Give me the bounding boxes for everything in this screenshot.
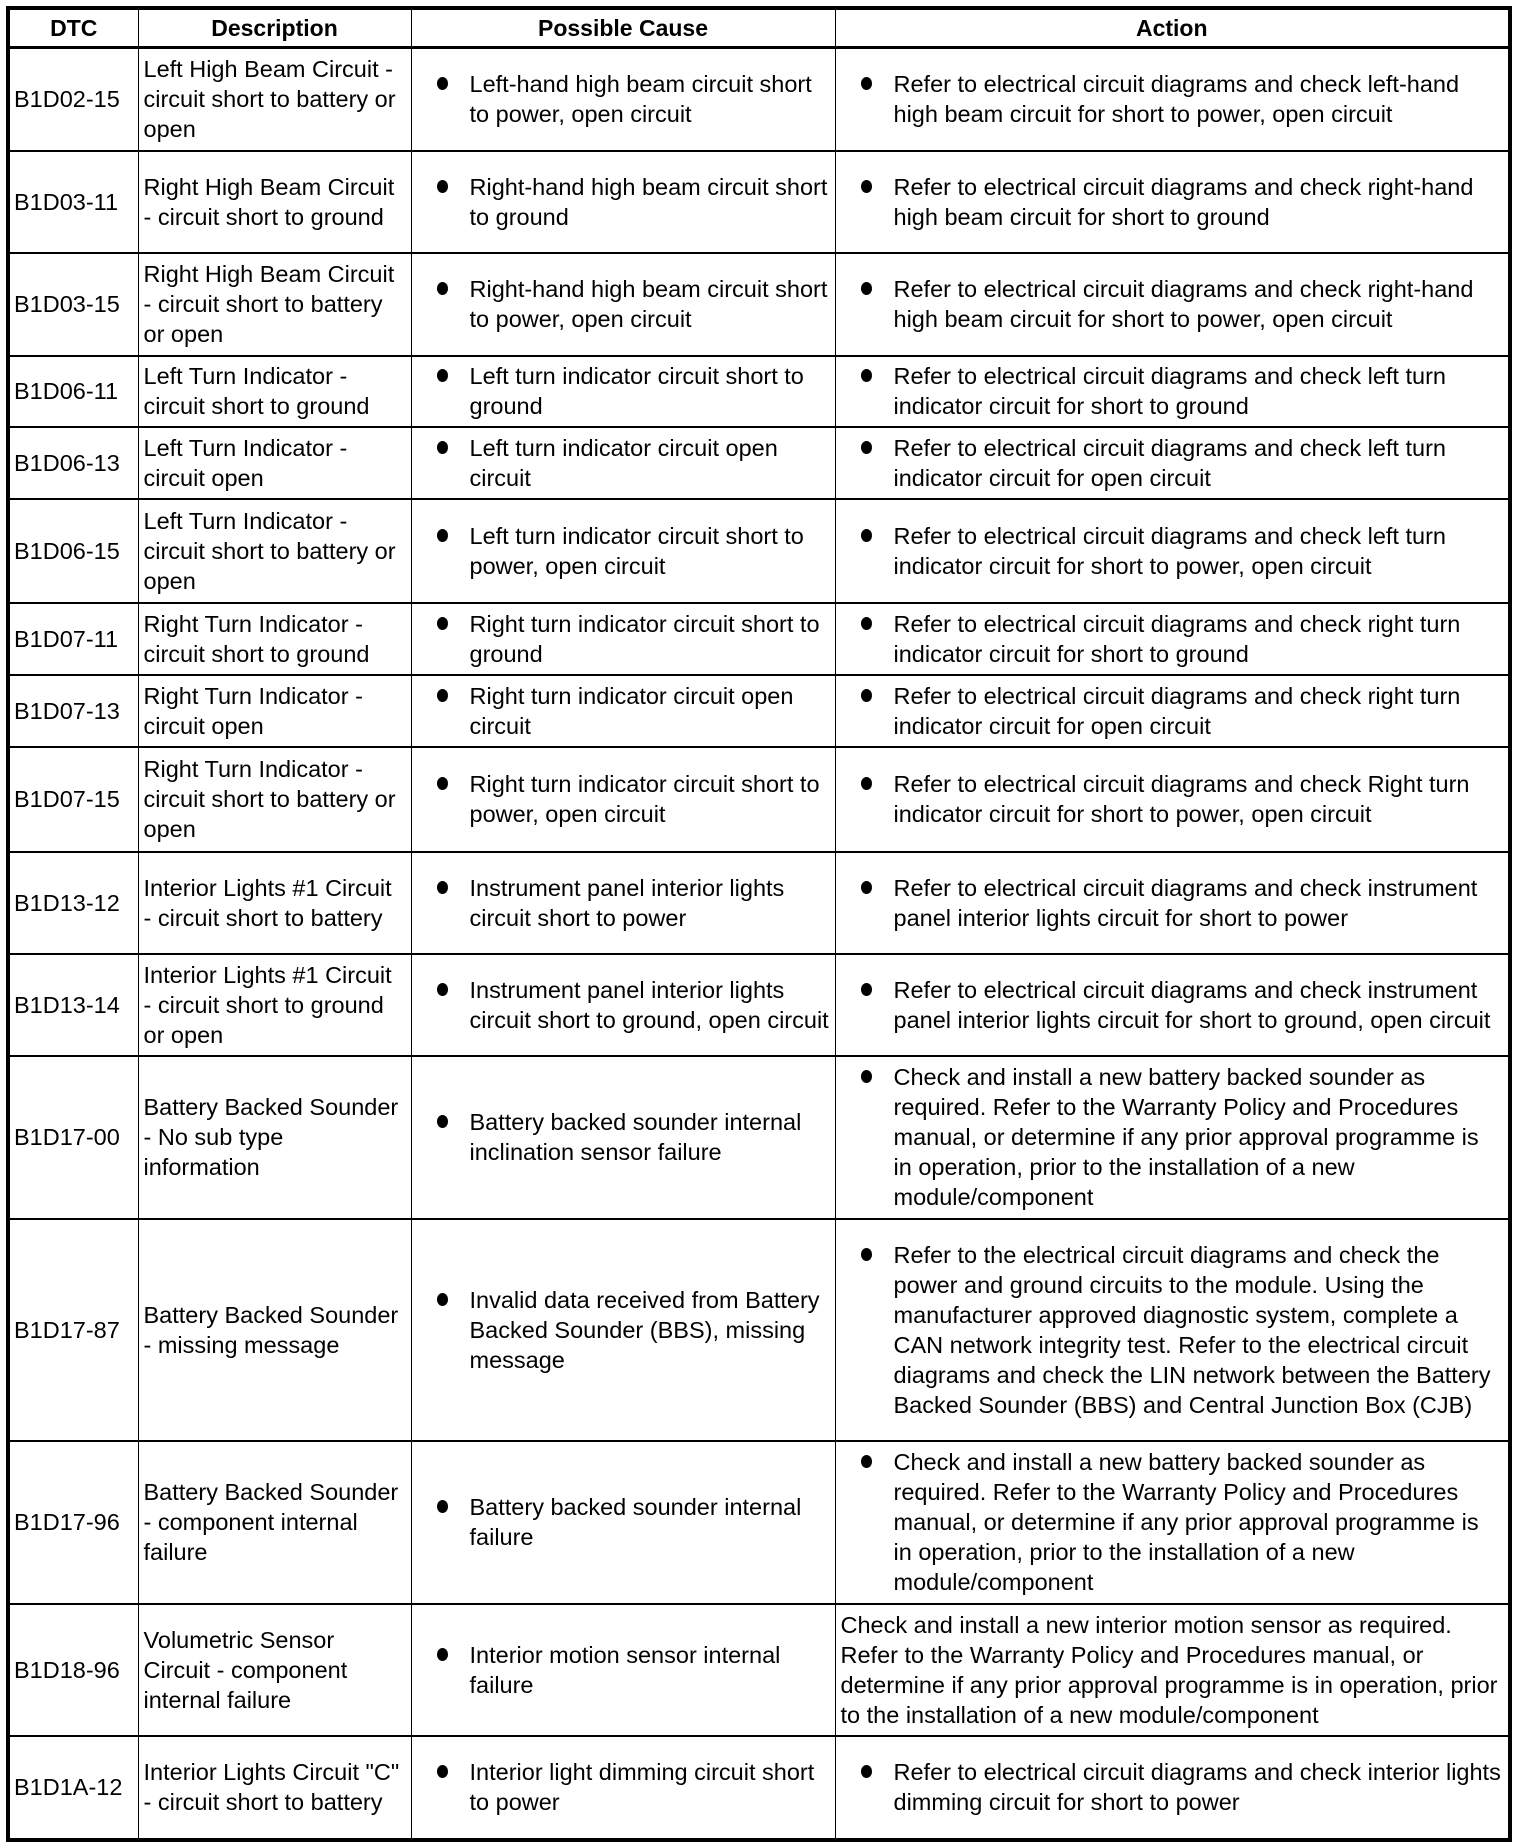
cause-cell (411, 151, 835, 253)
dtc-code: B1D06-13 (8, 427, 138, 499)
dtc-code: B1D17-00 (8, 1056, 138, 1219)
header-action: Action (835, 8, 1510, 48)
dtc-table (6, 6, 1512, 1842)
action-cell (835, 1219, 1510, 1441)
action-text: Refer to electrical circuit diagrams and check left turn indicator circuit for open circuit (893, 434, 1446, 491)
cause-list-item (417, 521, 830, 581)
description-cell: Right High Beam Circuit - circuit short to ground (138, 151, 411, 253)
cause-list-item (417, 1107, 830, 1167)
action-list-item (841, 274, 1504, 334)
action-text: Refer to electrical circuit diagrams and check instrument panel interior lights circuit for short to ground, open circuit (893, 976, 1491, 1033)
cause-cell (411, 1219, 835, 1441)
dtc-code: B1D06-15 (8, 499, 138, 603)
cause-cell (411, 675, 835, 747)
bullet-icon (437, 983, 448, 996)
action-list-item (841, 361, 1504, 421)
table-header-row (8, 8, 1510, 48)
action-list-item (841, 609, 1504, 669)
action-cell (835, 427, 1510, 499)
action-text: Check and install a new battery backed sounder as required. Refer to the Warranty Policy and Procedures manual, or determine if any prior approval programme is in operation, prior to the installation of a new module/component (893, 1449, 1479, 1595)
action-text: Check and install a new battery backed sounder as required. Refer to the Warranty Policy and Procedures manual, or determine if any prior approval programme is in operation, prior to the installation of a new module/component (893, 1064, 1479, 1210)
table-row (8, 1441, 1510, 1604)
table-row (8, 675, 1510, 747)
cause-text: Battery backed sounder internal failure (469, 1494, 802, 1550)
description-cell: Left Turn Indicator - circuit short to battery or open (138, 499, 411, 603)
action-cell (835, 1604, 1510, 1736)
cause-cell (411, 852, 835, 954)
dtc-code: B1D06-11 (8, 356, 138, 427)
table-row (8, 427, 1510, 499)
cause-list-item (417, 433, 830, 493)
action-cell (835, 151, 1510, 253)
description-cell: Battery Backed Sounder - missing message (138, 1219, 411, 1441)
bullet-icon (437, 1500, 448, 1513)
action-text: Refer to electrical circuit diagrams and check right turn indicator circuit for short to ground (893, 610, 1461, 667)
action-cell (835, 48, 1510, 151)
table-row (8, 852, 1510, 954)
action-text: Refer to electrical circuit diagrams and check right-hand high beam circuit for short to power, open circuit (893, 276, 1474, 332)
dtc-code: B1D03-11 (8, 151, 138, 253)
table-row (8, 356, 1510, 427)
bullet-icon (437, 881, 448, 894)
action-cell (835, 603, 1510, 675)
cause-cell (411, 48, 835, 151)
cause-cell (411, 747, 835, 852)
cause-text: Interior light dimming circuit short to power (469, 1759, 815, 1815)
description-cell: Right Turn Indicator - circuit open (138, 675, 411, 747)
description-cell: Interior Lights Circuit "C" - circuit short to battery (138, 1736, 411, 1840)
action-list-item (841, 521, 1504, 581)
description-cell: Right High Beam Circuit - circuit short to battery or open (138, 253, 411, 356)
cause-cell (411, 1441, 835, 1604)
cause-list-item (417, 1640, 830, 1700)
action-cell (835, 253, 1510, 356)
table-row (8, 48, 1510, 151)
action-cell (835, 1441, 1510, 1604)
cause-list-item (417, 1492, 830, 1552)
table-row (8, 253, 1510, 356)
action-text: Refer to electrical circuit diagrams and check left-hand high beam circuit for short to power, open circuit (893, 71, 1460, 128)
table-body (8, 48, 1510, 1840)
dtc-code: B1D07-15 (8, 747, 138, 852)
action-list-item (841, 1610, 1504, 1730)
dtc-code: B1D18-96 (8, 1604, 138, 1736)
bullet-icon (437, 77, 448, 90)
action-text: Refer to electrical circuit diagrams and check interior lights dimming circuit for short to power (893, 1759, 1501, 1815)
action-text: Check and install a new interior motion sensor as required. Refer to the Warranty Policy and Procedures manual, or determine if any prior approval programme is in operation, prior to the installation of a new module/component (840, 1611, 1498, 1728)
cause-cell (411, 1604, 835, 1736)
action-list-item (841, 1240, 1504, 1420)
bullet-icon (861, 881, 872, 894)
bullet-icon (437, 1293, 448, 1306)
cause-cell (411, 603, 835, 675)
cause-list-item (417, 1285, 830, 1375)
description-cell: Right Turn Indicator - circuit short to ground (138, 603, 411, 675)
action-list-item (841, 975, 1504, 1035)
action-list-item (841, 1062, 1504, 1212)
cause-text: Left-hand high beam circuit short to power, open circuit (469, 71, 812, 128)
bullet-icon (437, 529, 448, 542)
cause-list-item (417, 172, 830, 232)
table-row (8, 1056, 1510, 1219)
bullet-icon (437, 689, 448, 702)
description-cell: Interior Lights #1 Circuit - circuit short to ground or open (138, 954, 411, 1056)
action-cell (835, 852, 1510, 954)
cause-cell (411, 499, 835, 603)
cause-cell (411, 1736, 835, 1840)
bullet-icon (437, 369, 448, 382)
bullet-icon (437, 617, 448, 630)
description-cell: Left High Beam Circuit - circuit short to battery or open (138, 48, 411, 151)
cause-cell (411, 356, 835, 427)
cause-cell (411, 1056, 835, 1219)
dtc-code: B1D02-15 (8, 48, 138, 151)
dtc-code: B1D07-13 (8, 675, 138, 747)
action-cell (835, 675, 1510, 747)
action-text: Refer to electrical circuit diagrams and check Right turn indicator circuit for short to power, open circuit (893, 771, 1470, 827)
description-cell: Volumetric Sensor Circuit - component internal failure (138, 1604, 411, 1736)
cause-text: Left turn indicator circuit short to ground (469, 363, 804, 419)
table-row (8, 1219, 1510, 1441)
cause-text: Interior motion sensor internal failure (469, 1641, 781, 1698)
bullet-icon (861, 369, 872, 382)
bullet-icon (861, 529, 872, 542)
bullet-icon (437, 1648, 448, 1661)
dtc-code: B1D03-15 (8, 253, 138, 356)
cause-list-item (417, 1757, 830, 1817)
description-cell: Battery Backed Sounder - No sub type information (138, 1056, 411, 1219)
cause-text: Right-hand high beam circuit short to power, open circuit (469, 276, 828, 332)
bullet-icon (861, 689, 872, 702)
dtc-code: B1D17-87 (8, 1219, 138, 1441)
description-cell: Interior Lights #1 Circuit - circuit short to battery (138, 852, 411, 954)
description-cell: Left Turn Indicator - circuit short to ground (138, 356, 411, 427)
header-description: Description (138, 8, 411, 48)
action-cell (835, 499, 1510, 603)
table-row (8, 747, 1510, 852)
cause-text: Instrument panel interior lights circuit short to ground, open circuit (469, 976, 829, 1033)
table-row (8, 603, 1510, 675)
action-text: Refer to electrical circuit diagrams and check right-hand high beam circuit for short to ground (893, 173, 1474, 230)
bullet-icon (861, 1765, 872, 1778)
dtc-code: B1D07-11 (8, 603, 138, 675)
bullet-icon (861, 1070, 872, 1083)
action-text: Refer to electrical circuit diagrams and check instrument panel interior lights circuit for short to power (893, 874, 1478, 931)
header-dtc: DTC (8, 8, 138, 48)
dtc-code: B1D17-96 (8, 1441, 138, 1604)
bullet-icon (861, 77, 872, 90)
action-list-item (841, 769, 1504, 829)
cause-list-item (417, 873, 830, 933)
bullet-icon (861, 983, 872, 996)
cause-text: Left turn indicator circuit open circuit (469, 434, 778, 491)
cause-cell (411, 253, 835, 356)
action-cell (835, 954, 1510, 1056)
header-possible-cause: Possible Cause (411, 8, 835, 48)
action-list-item (841, 433, 1504, 493)
action-list-item (841, 172, 1504, 232)
cause-text: Battery backed sounder internal inclination sensor failure (469, 1109, 802, 1165)
bullet-icon (437, 180, 448, 193)
bullet-icon (861, 617, 872, 630)
bullet-icon (861, 777, 872, 790)
cause-text: Instrument panel interior lights circuit short to power (469, 874, 785, 931)
cause-list-item (417, 274, 830, 334)
description-cell: Battery Backed Sounder - component internal failure (138, 1441, 411, 1604)
cause-cell (411, 954, 835, 1056)
description-cell: Right Turn Indicator - circuit short to battery or open (138, 747, 411, 852)
cause-text: Right turn indicator circuit open circuit (469, 682, 794, 739)
bullet-icon (861, 1248, 872, 1261)
cause-list-item (417, 361, 830, 421)
bullet-icon (437, 282, 448, 295)
bullet-icon (437, 777, 448, 790)
dtc-code: B1D13-12 (8, 852, 138, 954)
dtc-code: B1D13-14 (8, 954, 138, 1056)
description-cell: Left Turn Indicator - circuit open (138, 427, 411, 499)
action-list-item (841, 681, 1504, 741)
action-list-item (841, 1447, 1504, 1597)
cause-list-item (417, 69, 830, 129)
table-row (8, 499, 1510, 603)
cause-text: Right turn indicator circuit short to ground (469, 610, 820, 667)
action-list-item (841, 1757, 1504, 1817)
action-cell (835, 1736, 1510, 1840)
table-row (8, 1604, 1510, 1736)
cause-text: Left turn indicator circuit short to power, open circuit (469, 522, 804, 579)
action-list-item (841, 69, 1504, 129)
action-text: Refer to electrical circuit diagrams and check right turn indicator circuit for open circuit (893, 682, 1461, 739)
action-text: Refer to the electrical circuit diagrams and check the power and ground circuits to the module. Using the manufacturer approved diagnostic system, complete a CAN network integrity test. Refer to the electrical circuit diagrams and check the LIN network between the Battery Backed Sounder (BBS) and Central Junction Box (CJB) (893, 1241, 1491, 1418)
bullet-icon (437, 1115, 448, 1128)
action-list-item (841, 873, 1504, 933)
bullet-icon (861, 441, 872, 454)
dtc-code: B1D1A-12 (8, 1736, 138, 1840)
cause-list-item (417, 975, 830, 1035)
cause-list-item (417, 769, 830, 829)
table-row (8, 151, 1510, 253)
cause-text: Right turn indicator circuit short to power, open circuit (469, 771, 820, 827)
bullet-icon (861, 1455, 872, 1468)
cause-list-item (417, 681, 830, 741)
bullet-icon (861, 180, 872, 193)
action-cell (835, 747, 1510, 852)
bullet-icon (437, 1765, 448, 1778)
action-text: Refer to electrical circuit diagrams and check left turn indicator circuit for short to ground (893, 363, 1446, 419)
cause-text: Invalid data received from Battery Backed Sounder (BBS), missing message (469, 1286, 820, 1373)
cause-text: Right-hand high beam circuit short to ground (469, 173, 828, 230)
cause-cell (411, 427, 835, 499)
table-row (8, 954, 1510, 1056)
action-cell (835, 1056, 1510, 1219)
action-text: Refer to electrical circuit diagrams and check left turn indicator circuit for short to power, open circuit (893, 522, 1446, 579)
bullet-icon (861, 282, 872, 295)
cause-list-item (417, 609, 830, 669)
bullet-icon (437, 441, 448, 454)
table-row (8, 1736, 1510, 1840)
action-cell (835, 356, 1510, 427)
